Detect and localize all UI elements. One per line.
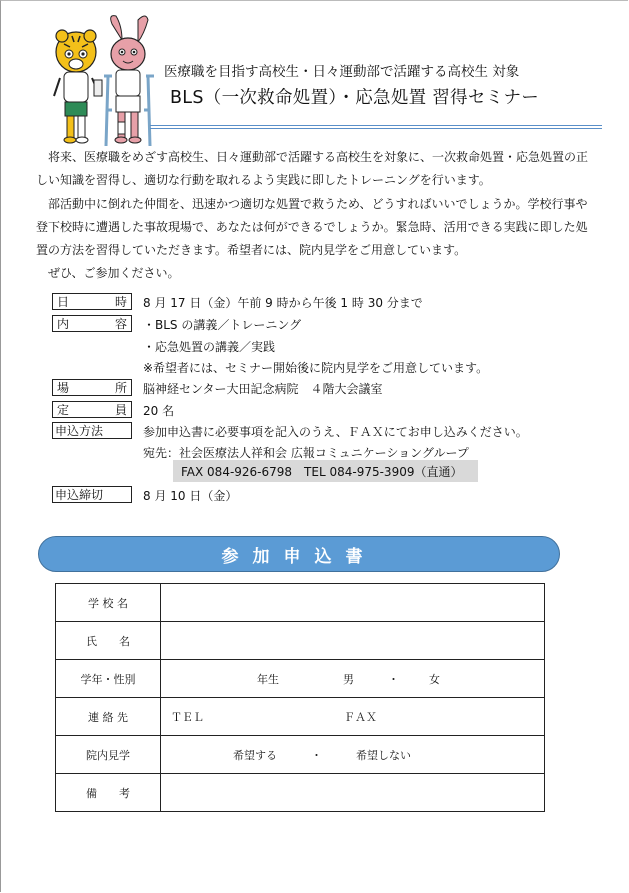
tour-input[interactable] bbox=[161, 736, 545, 774]
tour-yes-option[interactable]: 希望する bbox=[233, 748, 277, 762]
grade-gender-label: 学年・性別 bbox=[56, 660, 161, 698]
mascot-illustration bbox=[46, 14, 158, 152]
contact-input[interactable] bbox=[161, 698, 545, 736]
title-rule-bottom bbox=[150, 128, 602, 129]
deadline-value: 8 月 10 日（金） bbox=[143, 489, 238, 503]
deadline-label: 申込締切 bbox=[52, 486, 132, 503]
capacity-label: 定 員 bbox=[52, 401, 132, 418]
content-item-bls: ・BLS の講義／トレーニング bbox=[143, 318, 302, 332]
female-option[interactable]: 女 bbox=[429, 672, 440, 686]
date-label: 日 時 bbox=[52, 293, 132, 310]
table-row bbox=[56, 698, 545, 736]
apply-label: 申込方法 bbox=[52, 422, 132, 439]
tour-label: 院内見学 bbox=[56, 736, 161, 774]
seminar-title: BLS（一次救命処置）・応急処置 習得セミナー bbox=[170, 88, 540, 108]
application-form-table bbox=[55, 583, 545, 812]
tour-separator: ・ bbox=[311, 748, 322, 762]
grade-suffix: 年生 bbox=[257, 672, 279, 686]
school-label: 学 校 名 bbox=[56, 584, 161, 622]
gender-separator: ・ bbox=[388, 672, 399, 686]
address-value: 宛先：社会医療法人祥和会 広報コミュニケーショングループ bbox=[143, 446, 469, 460]
table-row bbox=[56, 584, 545, 622]
school-input[interactable] bbox=[161, 584, 545, 622]
grade-gender-input[interactable] bbox=[161, 660, 545, 698]
table-row bbox=[56, 736, 545, 774]
name-label: 氏 名 bbox=[56, 622, 161, 660]
fax-label: ＦＡＸ bbox=[344, 710, 377, 724]
intro-text bbox=[36, 146, 596, 286]
title-rule-top bbox=[150, 125, 602, 126]
apply-value: 参加申込書に必要事項を記入のうえ、ＦＡＸにてお申し込みください。 bbox=[143, 425, 528, 439]
name-input[interactable] bbox=[161, 622, 545, 660]
table-row bbox=[56, 660, 545, 698]
contact-label: 連 絡 先 bbox=[56, 698, 161, 736]
rabbit-mascot-icon bbox=[104, 16, 154, 146]
content-item-first-aid: ・応急処置の講義／実践 bbox=[143, 340, 276, 354]
male-option[interactable]: 男 bbox=[343, 672, 354, 686]
application-form-banner: 参加申込書 bbox=[38, 536, 560, 572]
intro-paragraph-3: ぜひ、ご参加ください。 bbox=[48, 266, 180, 281]
content-note: ※希望者には、セミナー開始後に院内見学をご用意しています。 bbox=[143, 361, 489, 375]
tiger-mascot-icon bbox=[54, 30, 102, 143]
place-label: 場 所 bbox=[52, 379, 132, 396]
capacity-value: 20 名 bbox=[143, 404, 175, 418]
table-row bbox=[56, 622, 545, 660]
notes-label: 備 考 bbox=[56, 774, 161, 812]
date-value: 8 月 17 日（金）午前 9 時から午後 1 時 30 分まで bbox=[143, 296, 423, 310]
table-row bbox=[56, 774, 545, 812]
notes-input[interactable] bbox=[161, 774, 545, 812]
place-value: 脳神経センター大田記念病院 ４階大会議室 bbox=[143, 382, 383, 396]
fax-tel-box: FAX 084-926-6798 TEL 084-975-3909（直通） bbox=[173, 460, 478, 482]
intro-paragraph-1: 将来、医療職をめざす高校生、日々運動部で活躍する高校生を対象に、一次救命処置・応急処置の正しい知識を習得し、適切な行動を取れるよう実践に即したトレーニングを行います。 bbox=[36, 150, 589, 188]
tel-label: ＴＥＬ bbox=[171, 710, 204, 724]
tour-no-option[interactable]: 希望しない bbox=[356, 748, 411, 762]
intro-paragraph-2: 部活動中に倒れた仲間を、迅速かつ適切な処置で救うため、どうすればいいでしょうか。学校行事や登下校時に遭遇した事故現場で、あなたは何ができるでしょうか。緊急時、活用できる実践に即した処置の方法を習得していただきます。希望者には、院内見学をご用意しています。 bbox=[36, 196, 588, 258]
content-label: 内 容 bbox=[52, 315, 132, 332]
target-audience-subtitle: 医療職を目指す高校生・日々運動部で活躍する高校生 対象 bbox=[164, 64, 520, 80]
